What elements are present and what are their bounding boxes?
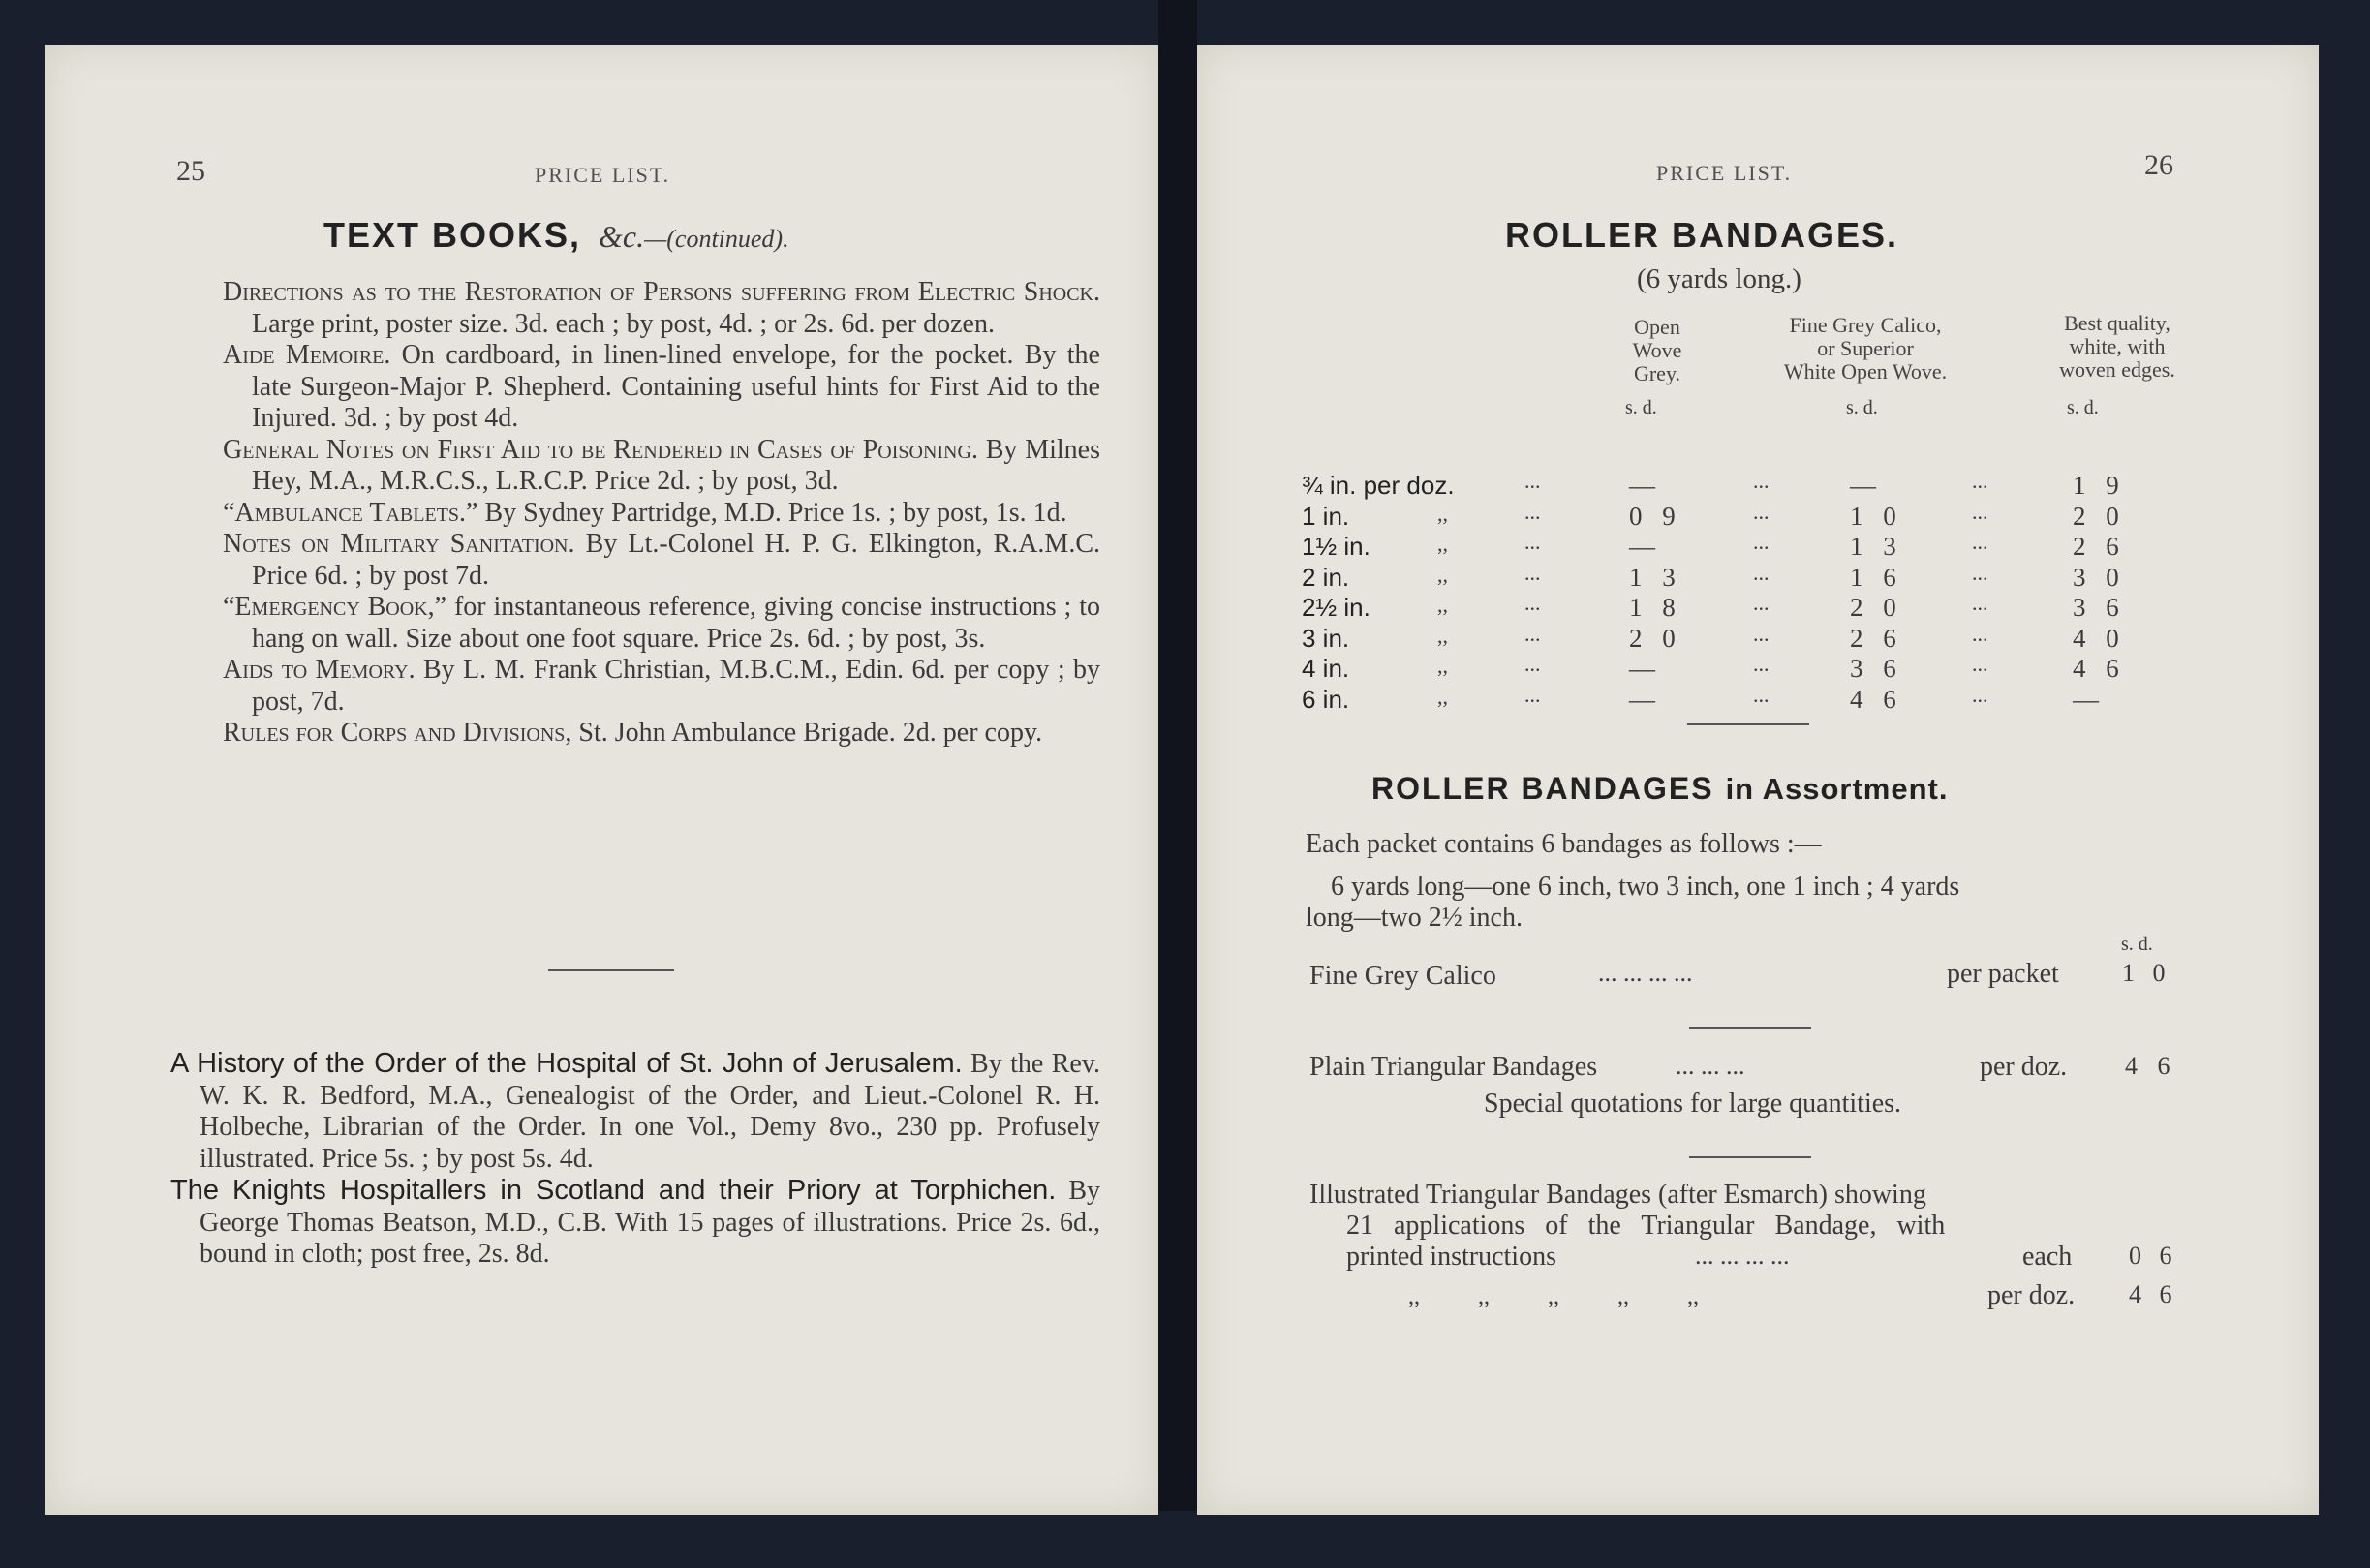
list-item: Aids to Memory. By L. M. Frank Christian, M.B.C.M., Edin. 6d. per copy ; by post, 7d. [223, 655, 1100, 717]
row-size: 3 in. [1302, 623, 1350, 653]
row-size: 1 in. [1302, 501, 1350, 531]
price-open-wove: — [1629, 471, 1655, 500]
dot-leader: ... ... ... ... [1598, 959, 1693, 987]
textbook-list [223, 277, 1100, 750]
dot-leader: ... [1524, 652, 1541, 676]
list-item: “Ambulance Tablets.” By Sydney Partridge, M.D. Price 1s. ; by post, 1s. 1d. [223, 497, 1067, 528]
section-divider [1687, 723, 1809, 725]
ditto-mark: ,, [1437, 532, 1448, 556]
price-value: 0 6 [2129, 1242, 2172, 1270]
assortment-line: Each packet contains 6 bandages as follows :— [1306, 829, 1822, 859]
dot-leader: ... [1972, 652, 1988, 676]
price-open-wove: 2 0 [1629, 623, 1676, 653]
ditto-mark: ,, [1437, 684, 1448, 709]
price-best-quality: 2 6 [2073, 532, 2119, 561]
assortment-line: long—two 2½ inch. [1306, 903, 1523, 933]
dot-leader: ... [1753, 591, 1770, 615]
column-header-fine-grey: Fine Grey Calico, or Superior White Open Wove. [1783, 313, 1948, 384]
price-open-wove: 0 9 [1629, 501, 1676, 531]
dot-leader: ... [1972, 560, 1988, 585]
dot-leader: ... [1972, 682, 1988, 707]
dot-leader: ... [1753, 560, 1770, 585]
price-item: Plain Triangular Bandages [1309, 1052, 1598, 1082]
price-best-quality: 3 0 [2073, 562, 2119, 592]
ditto-mark: ,, [1437, 654, 1448, 678]
right-page [1197, 45, 2319, 1515]
dot-leader: ... [1524, 682, 1541, 707]
dot-leader: ... ... ... [1676, 1052, 1745, 1080]
history-books [170, 1048, 1100, 1271]
dot-leader: ... [1753, 530, 1770, 554]
ditto-mark: ,, [1437, 593, 1448, 617]
price-best-quality: 4 0 [2073, 623, 2119, 653]
price-fine-grey: 1 6 [1850, 562, 1896, 592]
dot-leader: ... [1972, 499, 1988, 524]
currency-head: s. d. [2067, 397, 2099, 418]
list-item: A History of the Order of the Hospital of St. John of Jerusalem. By the Rev. W. K. R. Bedford, M.A., Genealogist of the Order, and Lieut.-Colonel R. H. Holbeche, Librarian of the Order. In one Vol., Demy 8vo., 230 pp. Profusely illustrated. Price 5s. ; by post 5s. 4d. [170, 1048, 1100, 1174]
title-continued: —(continued). [644, 225, 789, 253]
dot-leader: ... [1972, 591, 1988, 615]
list-item: “Emergency Book,” for instantaneous reference, giving concise instructions ; to hang on wall. Size about one foot square. Price 2s. 6d. ; by post, 3s. [223, 592, 1100, 654]
list-item: The Knights Hospitallers in Scotland and their Priory at Torphichen. By George Thomas Beatson, M.D., C.B. With 15 pages of illustrations. Price 2s. 6d., bound in cloth; post free, 2s. 8d. [170, 1175, 1100, 1269]
dot-leader: ... [1753, 469, 1770, 493]
row-size: 6 in. [1302, 684, 1350, 714]
list-item: Directions as to the Restoration of Persons suffering from Electric Shock. Large print, poster size. 3d. each ; by post, 4d. ; or 2s. 6d. per dozen. [223, 277, 1100, 339]
price-value: 4 6 [2125, 1052, 2170, 1080]
price-fine-grey: 1 0 [1850, 501, 1896, 531]
price-fine-grey: 1 3 [1850, 532, 1896, 561]
title-text: TEXT BOOKS, [323, 215, 582, 255]
ditto-mark: ,, [1437, 562, 1448, 587]
currency-head: s. d. [1625, 397, 1657, 418]
page-number: 26 [2144, 149, 2173, 181]
list-item: General Notes on First Aid to be Rendered in Cases of Poisoning. By Milnes Hey, M.A., M.R.C.S., L.R.C.P. Price 2d. ; by post, 3d. [223, 434, 1100, 496]
dot-leader: ... [1524, 560, 1541, 585]
price-value: 1 0 [2122, 959, 2166, 987]
dot-leader: ... [1972, 469, 1988, 493]
section-divider [548, 969, 674, 971]
row-size: 4 in. [1302, 654, 1350, 683]
dot-leader: ... [1524, 591, 1541, 615]
dot-leader: ... [1753, 621, 1770, 646]
dot-leader: ... [1972, 621, 1988, 646]
price-best-quality: 3 6 [2073, 593, 2119, 622]
price-unit: per doz. [1987, 1280, 2076, 1310]
price-unit: per doz. [1980, 1052, 2068, 1082]
dot-leader: ... [1524, 621, 1541, 646]
assortment-line: 6 yards long—one 6 inch, two 3 inch, one 1 inch ; 4 yards [1331, 872, 1960, 902]
price-best-quality: 2 0 [2073, 501, 2119, 531]
price-item: Fine Grey Calico [1309, 961, 1496, 991]
left-page [45, 45, 1158, 1515]
currency-head: s. d. [1846, 397, 1878, 418]
price-fine-grey: 3 6 [1850, 654, 1896, 683]
title-suffix: &c. [599, 219, 645, 254]
dot-leader: ... [1753, 682, 1770, 707]
dot-leader: ... [1972, 530, 1988, 554]
list-item: Notes on Military Sanitation. By Lt.-Colonel H. P. G. Elkington, R.A.M.C. Price 6d. ; by post 7d. [223, 529, 1100, 591]
price-open-wove: 1 8 [1629, 593, 1676, 622]
price-fine-grey: 2 0 [1850, 593, 1896, 622]
list-item: Rules for Corps and Divisions, St. John Ambulance Brigade. 2d. per copy. [223, 718, 1043, 748]
price-best-quality: 4 6 [2073, 654, 2119, 683]
dot-leader: ... [1753, 499, 1770, 524]
book-gutter [1158, 0, 1197, 1511]
illustrated-line: printed instructions [1346, 1242, 1556, 1272]
price-open-wove: — [1629, 532, 1655, 561]
dot-leader: ... [1753, 652, 1770, 676]
page-number: 25 [176, 155, 205, 187]
page-title: ROLLER BANDAGES. [1505, 215, 1899, 255]
dot-leader: ... [1524, 499, 1541, 524]
price-value: 4 6 [2129, 1280, 2172, 1308]
dot-leader: ... ... ... ... [1695, 1242, 1790, 1270]
currency-head: s. d. [2121, 934, 2153, 955]
price-unit: each [2022, 1242, 2073, 1272]
illustrated-line: 21 applications of the Triangular Bandage, with [1346, 1211, 1946, 1241]
price-fine-grey: — [1850, 471, 1876, 500]
row-size: 1½ in. [1302, 532, 1370, 561]
ditto-mark: ,, [1437, 623, 1448, 648]
section-divider [1689, 1156, 1811, 1158]
price-best-quality: 1 9 [2073, 471, 2119, 500]
row-size: 2½ in. [1302, 593, 1370, 622]
price-best-quality: — [2073, 684, 2099, 714]
column-header-best-quality: Best quality, white, with woven edges. [2059, 311, 2175, 382]
assortment-title: ROLLER BANDAGES in Assortment. [1371, 771, 1949, 806]
ditto-mark: ,, [1437, 501, 1448, 526]
price-open-wove: — [1629, 654, 1655, 683]
dot-leader: ... [1524, 469, 1541, 493]
list-item: Aide Memoire. On cardboard, in linen-lined envelope, for the pocket. By the late Surgeon-Major P. Shepherd. Containing useful hints for First Aid to the Injured. 3d. ; by post 4d. [223, 340, 1100, 433]
price-open-wove: 1 3 [1629, 562, 1676, 592]
running-head: PRICE LIST. [535, 163, 671, 187]
page-title [323, 215, 789, 256]
section-divider [1689, 1027, 1811, 1029]
dot-leader: ... [1524, 530, 1541, 554]
page-subtitle: (6 yards long.) [1637, 263, 1801, 294]
price-fine-grey: 2 6 [1850, 623, 1896, 653]
price-note: Special quotations for large quantities. [1484, 1089, 1902, 1119]
price-fine-grey: 4 6 [1850, 684, 1896, 714]
price-open-wove: — [1629, 684, 1655, 714]
running-head: PRICE LIST. [1656, 161, 1793, 185]
row-size: 2 in. [1302, 562, 1350, 592]
price-unit: per packet [1947, 959, 2059, 989]
ditto-marks: ,, ,, ,, ,, ,, [1408, 1284, 1699, 1309]
row-size: ¾ in. per doz. [1302, 471, 1455, 500]
illustrated-line: Illustrated Triangular Bandages (after Esmarch) showing [1309, 1180, 1926, 1210]
column-header-open-wove: Open Wove Grey. [1632, 315, 1682, 385]
